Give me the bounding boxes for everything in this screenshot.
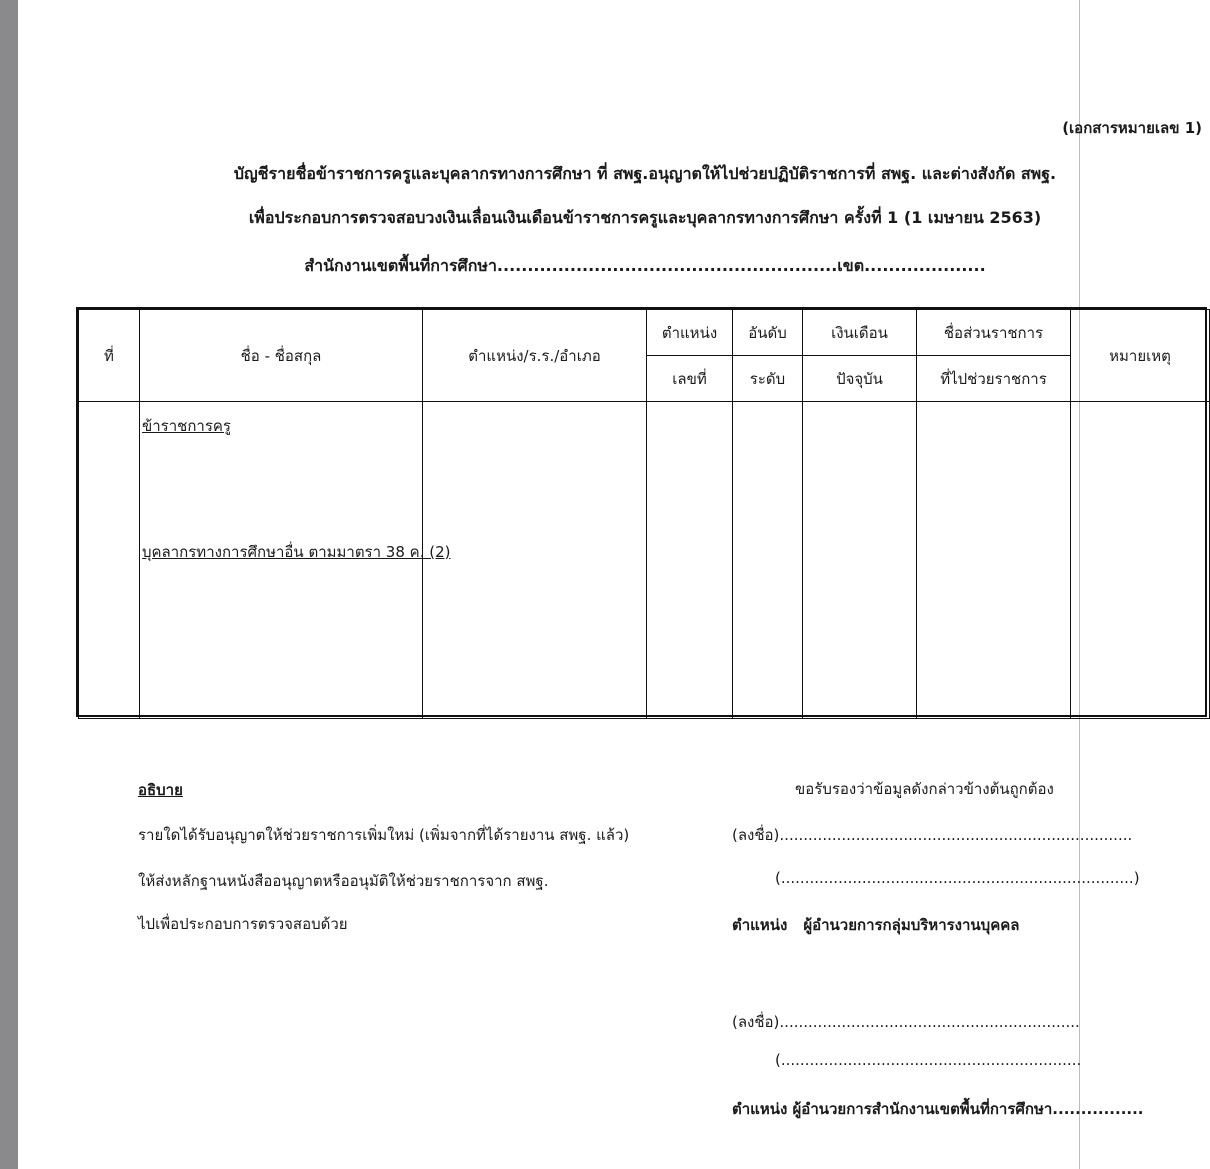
name-line-2: (............................................................... xyxy=(775,1051,1082,1069)
section-label-teachers: ข้าราชการครู xyxy=(142,417,231,435)
explanation-line-2: ให้ส่งหลักฐานหนังสืออนุญาตหรืออนุมัติให้ช่วยราชการจาก สพฐ. xyxy=(138,872,549,890)
header-agency-bottom: ที่ไปช่วยราชการ xyxy=(917,356,1071,402)
signature-line-2: (ลงชื่อ)............................................................... xyxy=(732,1013,1080,1031)
header-name: ชื่อ - ชื่อสกุล xyxy=(140,310,423,402)
header-position-no-top: ตำแหน่ง xyxy=(647,310,733,356)
header-rank-top: อันดับ xyxy=(733,310,803,356)
header-no: ที่ xyxy=(79,310,140,402)
header-salary-bottom: ปัจจุบัน xyxy=(803,356,917,402)
explanation-heading: อธิบาย xyxy=(138,781,183,799)
explanation-line-1: รายใดได้รับอนุญาตให้ช่วยราชการเพิ่มใหม่ (เพิ่มจากที่ได้รายงาน สพฐ. แล้ว) xyxy=(138,826,630,844)
cell-salary xyxy=(803,402,917,719)
section-label-other-personnel: บุคลากรทางการศึกษาอื่น ตามมาตรา 38 ค. (2) xyxy=(142,543,451,561)
header-salary-top: เงินเดือน xyxy=(803,310,917,356)
header-position-school: ตำแหน่ง/ร.ร./อำเภอ xyxy=(423,310,647,402)
document-number: (เอกสารหมายเลข 1) xyxy=(1062,119,1202,137)
position-line-2: ตำแหน่ง ผู้อำนวยการสำนักงานเขตพื้นที่การศึกษา................ xyxy=(732,1100,1144,1118)
certification-text: ขอรับรองว่าข้อมูลดังกล่าวข้างต้นถูกต้อง xyxy=(795,780,1054,798)
explanation-line-3: ไปเพื่อประกอบการตรวจสอบด้วย xyxy=(138,915,348,933)
cell-position-no xyxy=(647,402,733,719)
table-header-row-1 xyxy=(79,310,1210,356)
name-line-1: (..........................................................................) xyxy=(775,869,1140,887)
header-rank-bottom: ระดับ xyxy=(733,356,803,402)
scan-left-edge xyxy=(0,0,18,1169)
personnel-table xyxy=(78,309,1210,719)
cell-remark xyxy=(1071,402,1210,719)
document-title-line-2: เพื่อประกอบการตรวจสอบวงเงินเลื่อนเงินเดือนข้าราชการครูและบุคลากรทางการศึกษา ครั้งที่ 1 (1 เมษายน 2563) xyxy=(248,208,1042,227)
position-line-1 xyxy=(732,913,1019,937)
position-value-1: ผู้อำนวยการกลุ่มบริหารงานบุคคล xyxy=(803,916,1020,934)
cell-name xyxy=(140,402,451,719)
table-body-row xyxy=(79,402,1210,719)
personnel-table-frame xyxy=(76,307,1207,717)
document-title-line-3: สำนักงานเขตพื้นที่การศึกษา........................................................เขต.................... xyxy=(304,256,986,275)
cell-agency xyxy=(917,402,1071,719)
cell-no xyxy=(79,402,140,719)
document-title-line-1: บัญชีรายชื่อข้าราชการครูและบุคลากรทางการศึกษา ที่ สพฐ.อนุญาตให้ไปช่วยปฏิบัติราชการที่ สพฐ. และต่างสังกัด สพฐ. xyxy=(233,164,1057,183)
cell-position-school xyxy=(423,402,647,719)
header-remark: หมายเหตุ xyxy=(1071,310,1210,402)
position-label-1: ตำแหน่ง xyxy=(732,916,788,934)
header-agency-top: ชื่อส่วนราชการ xyxy=(917,310,1071,356)
signature-line-1: (ลงชื่อ).......................................................................... xyxy=(732,826,1133,844)
header-position-no-bottom: เลขที่ xyxy=(647,356,733,402)
cell-rank xyxy=(733,402,803,719)
